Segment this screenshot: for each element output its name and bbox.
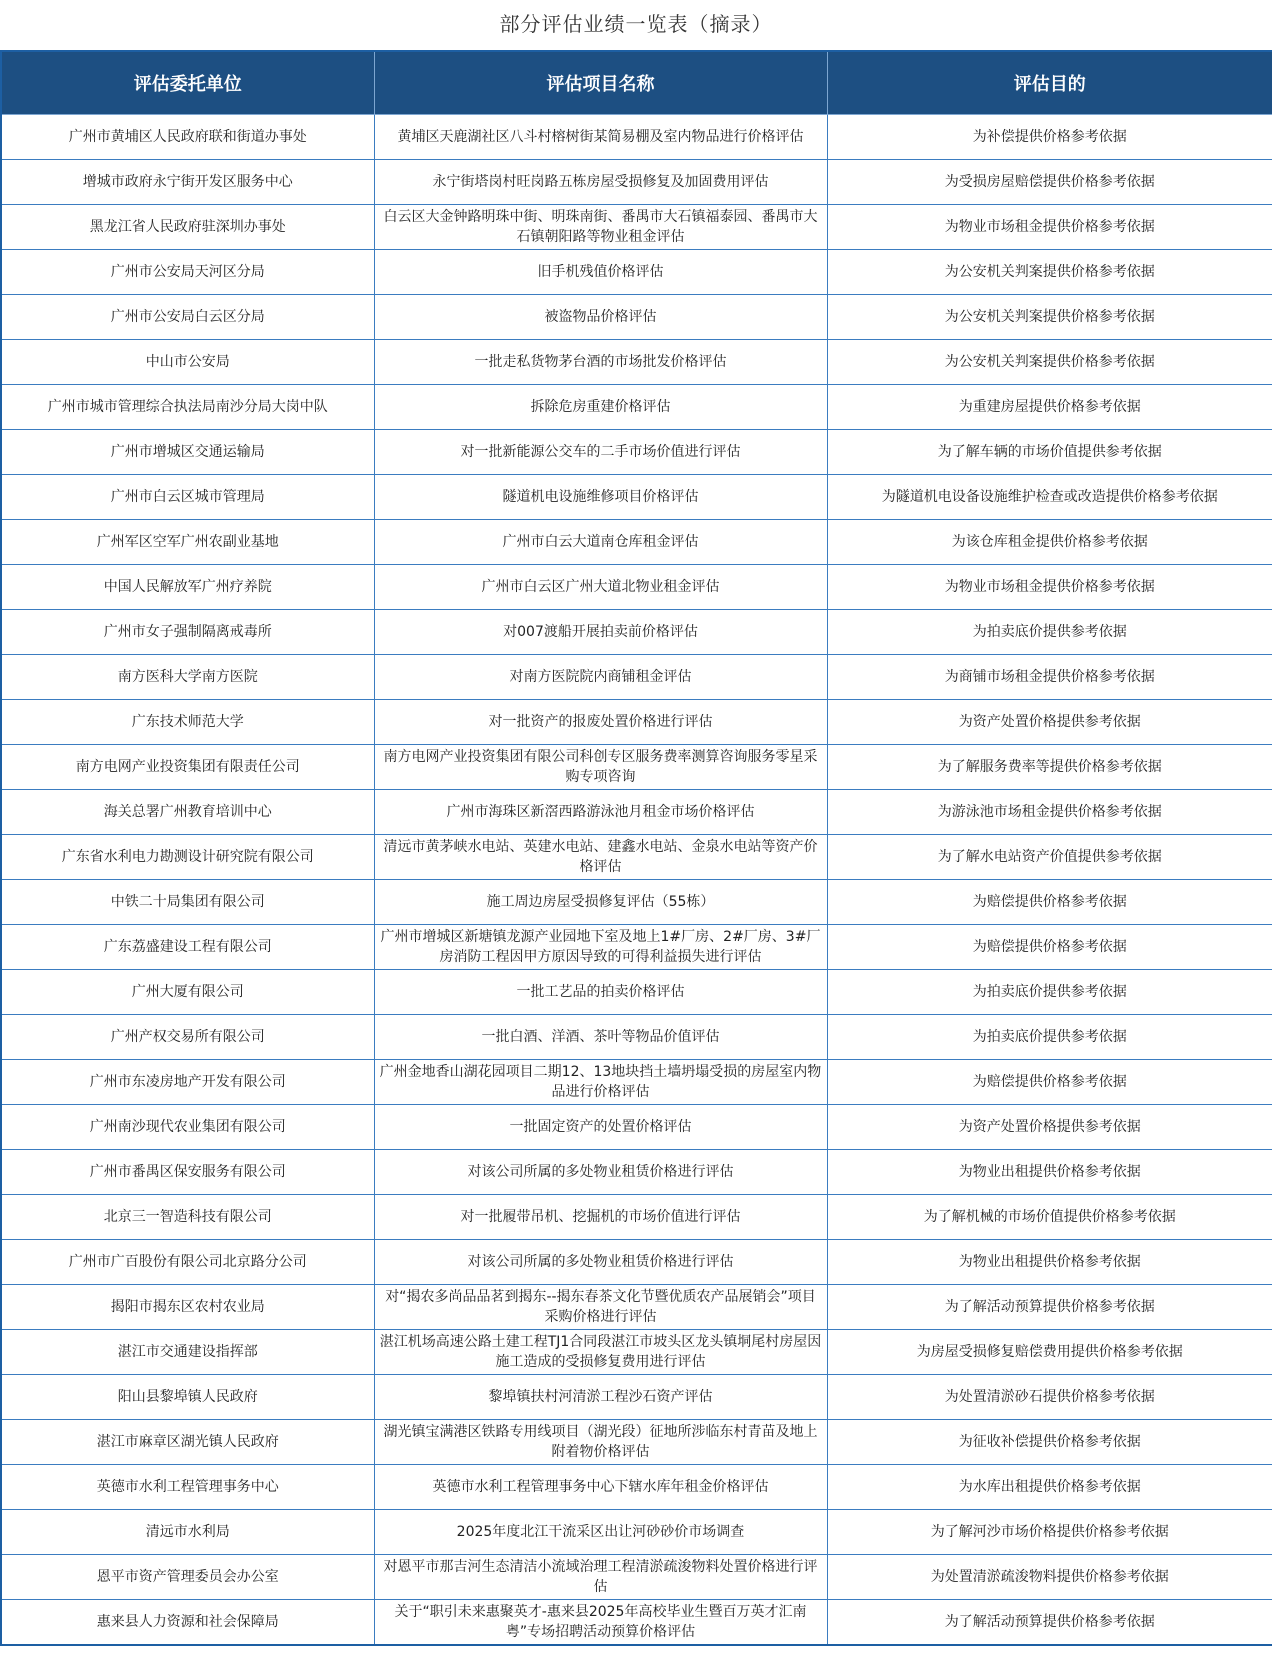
cell-purpose: 为补偿提供价格参考依据 (827, 115, 1272, 160)
table-row (1, 115, 1272, 160)
cell-purpose: 为了解河沙市场价格提供价格参考依据 (827, 1510, 1272, 1555)
cell-project: 广州市白云区广州大道北物业租金评估 (374, 565, 827, 610)
cell-purpose: 为赔偿提供价格参考依据 (827, 880, 1272, 925)
cell-project: 对该公司所属的多处物业租赁价格进行评估 (374, 1150, 827, 1195)
cell-client: 北京三一智造科技有限公司 (1, 1195, 374, 1240)
cell-purpose: 为了解活动预算提供价格参考依据 (827, 1600, 1272, 1645)
table-row (1, 880, 1272, 925)
cell-client: 广州市广百股份有限公司北京路分公司 (1, 1240, 374, 1285)
cell-purpose: 为公安机关判案提供价格参考依据 (827, 250, 1272, 295)
cell-project: 旧手机残值价格评估 (374, 250, 827, 295)
header-project: 评估项目名称 (374, 51, 827, 115)
cell-purpose: 为商铺市场租金提供价格参考依据 (827, 655, 1272, 700)
table-row (1, 250, 1272, 295)
cell-client: 广州军区空军广州农副业基地 (1, 520, 374, 565)
cell-project: 关于“职引未来惠聚英才-惠来县2025年高校毕业生暨百万英才汇南粤”专场招聘活动预算价格评估 (374, 1600, 827, 1645)
cell-purpose: 为公安机关判案提供价格参考依据 (827, 340, 1272, 385)
table-row (1, 205, 1272, 250)
table-row (1, 1240, 1272, 1285)
cell-purpose: 为征收补偿提供价格参考依据 (827, 1420, 1272, 1465)
table-row (1, 610, 1272, 655)
table-row (1, 1285, 1272, 1330)
cell-client: 广州市公安局白云区分局 (1, 295, 374, 340)
cell-purpose: 为拍卖底价提供参考依据 (827, 610, 1272, 655)
cell-project: 黄埔区天鹿湖社区八斗村榕树街某简易棚及室内物品进行价格评估 (374, 115, 827, 160)
cell-purpose: 为拍卖底价提供参考依据 (827, 970, 1272, 1015)
cell-project: 被盗物品价格评估 (374, 295, 827, 340)
cell-project: 对该公司所属的多处物业租赁价格进行评估 (374, 1240, 827, 1285)
cell-purpose: 为了解水电站资产价值提供参考依据 (827, 835, 1272, 880)
table-row (1, 1600, 1272, 1645)
cell-project: 黎埠镇扶村河清淤工程沙石资产评估 (374, 1375, 827, 1420)
table-row (1, 340, 1272, 385)
cell-project: 拆除危房重建价格评估 (374, 385, 827, 430)
cell-purpose: 为了解服务费率等提供价格参考依据 (827, 745, 1272, 790)
table-row (1, 160, 1272, 205)
table-row (1, 835, 1272, 880)
cell-project: 湛江机场高速公路土建工程TJ1合同段湛江市坡头区龙头镇垌尾村房屋因施工造成的受损修复费用进行评估 (374, 1330, 827, 1375)
cell-purpose: 为物业市场租金提供价格参考依据 (827, 565, 1272, 610)
cell-purpose: 为了解车辆的市场价值提供参考依据 (827, 430, 1272, 475)
cell-client: 广州市白云区城市管理局 (1, 475, 374, 520)
cell-project: 对恩平市那吉河生态清洁小流域治理工程清淤疏浚物料处置价格进行评估 (374, 1555, 827, 1600)
cell-client: 广州市女子强制隔离戒毒所 (1, 610, 374, 655)
cell-client: 广州市城市管理综合执法局南沙分局大岗中队 (1, 385, 374, 430)
table-row (1, 295, 1272, 340)
page-title: 部分评估业绩一览表（摘录） (499, 12, 773, 36)
cell-project: 湖光镇宝满港区铁路专用线项目（湖光段）征地所涉临东村青苗及地上附着物价格评估 (374, 1420, 827, 1465)
cell-client: 广州市番禺区保安服务有限公司 (1, 1150, 374, 1195)
cell-purpose: 为赔偿提供价格参考依据 (827, 1060, 1272, 1105)
cell-client: 阳山县黎埠镇人民政府 (1, 1375, 374, 1420)
cell-project: 对一批履带吊机、挖掘机的市场价值进行评估 (374, 1195, 827, 1240)
cell-purpose: 为资产处置价格提供参考依据 (827, 700, 1272, 745)
table-row (1, 925, 1272, 970)
table-row (1, 1420, 1272, 1465)
cell-client: 恩平市资产管理委员会办公室 (1, 1555, 374, 1600)
cell-project: 施工周边房屋受损修复评估（55栋） (374, 880, 827, 925)
cell-client: 中山市公安局 (1, 340, 374, 385)
cell-purpose: 为该仓库租金提供价格参考依据 (827, 520, 1272, 565)
table-row (1, 1330, 1272, 1375)
cell-client: 英德市水利工程管理事务中心 (1, 1465, 374, 1510)
cell-project: 白云区大金钟路明珠中街、明珠南街、番禺市大石镇福泰园、番禺市大石镇朝阳路等物业租金评估 (374, 205, 827, 250)
table-row (1, 790, 1272, 835)
table-row (1, 970, 1272, 1015)
cell-purpose: 为重建房屋提供价格参考依据 (827, 385, 1272, 430)
table-row (1, 1105, 1272, 1150)
cell-client: 广州产权交易所有限公司 (1, 1015, 374, 1060)
cell-project: 一批固定资产的处置价格评估 (374, 1105, 827, 1150)
cell-client: 湛江市麻章区湖光镇人民政府 (1, 1420, 374, 1465)
cell-client: 海关总署广州教育培训中心 (1, 790, 374, 835)
cell-client: 广东技术师范大学 (1, 700, 374, 745)
cell-purpose: 为处置清淤疏浚物料提供价格参考依据 (827, 1555, 1272, 1600)
cell-purpose: 为了解活动预算提供价格参考依据 (827, 1285, 1272, 1330)
performance-table (0, 50, 1272, 1646)
cell-purpose: 为了解机械的市场价值提供价格参考依据 (827, 1195, 1272, 1240)
table-header-row (1, 51, 1272, 115)
cell-client: 揭阳市揭东区农村农业局 (1, 1285, 374, 1330)
cell-project: 2025年度北江干流采区出让河砂砂价市场调查 (374, 1510, 827, 1555)
cell-client: 中铁二十局集团有限公司 (1, 880, 374, 925)
cell-purpose: 为游泳池市场租金提供价格参考依据 (827, 790, 1272, 835)
table-body (1, 115, 1272, 1645)
table-row (1, 1510, 1272, 1555)
cell-project: 一批白酒、洋酒、茶叶等物品价值评估 (374, 1015, 827, 1060)
table-row (1, 1195, 1272, 1240)
table-row (1, 1015, 1272, 1060)
cell-purpose: 为水库出租提供价格参考依据 (827, 1465, 1272, 1510)
cell-project: 一批走私货物茅台酒的市场批发价格评估 (374, 340, 827, 385)
table-row (1, 1060, 1272, 1105)
cell-project: 广州市增城区新塘镇龙源产业园地下室及地上1#厂房、2#厂房、3#厂房消防工程因甲方原因导致的可得利益损失进行评估 (374, 925, 827, 970)
table-row (1, 520, 1272, 565)
cell-client: 湛江市交通建设指挥部 (1, 1330, 374, 1375)
cell-purpose: 为物业出租提供价格参考依据 (827, 1150, 1272, 1195)
table-row (1, 475, 1272, 520)
cell-purpose: 为房屋受损修复赔偿费用提供价格参考依据 (827, 1330, 1272, 1375)
table-row (1, 745, 1272, 790)
cell-purpose: 为隧道机电设备设施维护检查或改造提供价格参考依据 (827, 475, 1272, 520)
table-row (1, 565, 1272, 610)
cell-client: 黑龙江省人民政府驻深圳办事处 (1, 205, 374, 250)
cell-client: 惠来县人力资源和社会保障局 (1, 1600, 374, 1645)
cell-purpose: 为受损房屋赔偿提供价格参考依据 (827, 160, 1272, 205)
cell-client: 广州市公安局天河区分局 (1, 250, 374, 295)
cell-purpose: 为物业出租提供价格参考依据 (827, 1240, 1272, 1285)
cell-project: 对一批资产的报废处置价格进行评估 (374, 700, 827, 745)
cell-client: 广州南沙现代农业集团有限公司 (1, 1105, 374, 1150)
cell-purpose: 为公安机关判案提供价格参考依据 (827, 295, 1272, 340)
cell-client: 广州市黄埔区人民政府联和街道办事处 (1, 115, 374, 160)
cell-project: 南方电网产业投资集团有限公司科创专区服务费率测算咨询服务零星采购专项咨询 (374, 745, 827, 790)
cell-client: 广州市增城区交通运输局 (1, 430, 374, 475)
table-row (1, 1465, 1272, 1510)
cell-project: 英德市水利工程管理事务中心下辖水库年租金价格评估 (374, 1465, 827, 1510)
cell-project: 广州金地香山湖花园项目二期12、13地块挡土墙坍塌受损的房屋室内物品进行价格评估 (374, 1060, 827, 1105)
cell-purpose: 为处置清淤砂石提供价格参考依据 (827, 1375, 1272, 1420)
table-row (1, 1375, 1272, 1420)
cell-client: 中国人民解放军广州疗养院 (1, 565, 374, 610)
cell-project: 对南方医院院内商铺租金评估 (374, 655, 827, 700)
cell-project: 隧道机电设施维修项目价格评估 (374, 475, 827, 520)
cell-client: 南方电网产业投资集团有限责任公司 (1, 745, 374, 790)
table-row (1, 385, 1272, 430)
table-row (1, 655, 1272, 700)
cell-purpose: 为拍卖底价提供参考依据 (827, 1015, 1272, 1060)
cell-client: 广州大厦有限公司 (1, 970, 374, 1015)
cell-purpose: 为资产处置价格提供参考依据 (827, 1105, 1272, 1150)
cell-client: 广州市东凌房地产开发有限公司 (1, 1060, 374, 1105)
cell-project: 清远市黄茅峡水电站、英建水电站、建鑫水电站、金泉水电站等资产价格评估 (374, 835, 827, 880)
table-row (1, 1150, 1272, 1195)
cell-project: 广州市白云大道南仓库租金评估 (374, 520, 827, 565)
cell-purpose: 为物业市场租金提供价格参考依据 (827, 205, 1272, 250)
cell-client: 清远市水利局 (1, 1510, 374, 1555)
cell-project: 对一批新能源公交车的二手市场价值进行评估 (374, 430, 827, 475)
table-row (1, 430, 1272, 475)
header-purpose: 评估目的 (827, 51, 1272, 115)
cell-client: 南方医科大学南方医院 (1, 655, 374, 700)
cell-project: 广州市海珠区新滘西路游泳池月租金市场价格评估 (374, 790, 827, 835)
header-client: 评估委托单位 (1, 51, 374, 115)
table-row (1, 700, 1272, 745)
table-row (1, 1555, 1272, 1600)
cell-client: 广东荔盛建设工程有限公司 (1, 925, 374, 970)
cell-purpose: 为赔偿提供价格参考依据 (827, 925, 1272, 970)
cell-project: 对007渡船开展拍卖前价格评估 (374, 610, 827, 655)
cell-project: 永宁街塔岗村旺岗路五栋房屋受损修复及加固费用评估 (374, 160, 827, 205)
cell-client: 广东省水利电力勘测设计研究院有限公司 (1, 835, 374, 880)
cell-client: 增城市政府永宁街开发区服务中心 (1, 160, 374, 205)
cell-project: 对“揭农多尚品品茗到揭东--揭东春茶文化节暨优质农产品展销会”项目采购价格进行评估 (374, 1285, 827, 1330)
cell-project: 一批工艺品的拍卖价格评估 (374, 970, 827, 1015)
